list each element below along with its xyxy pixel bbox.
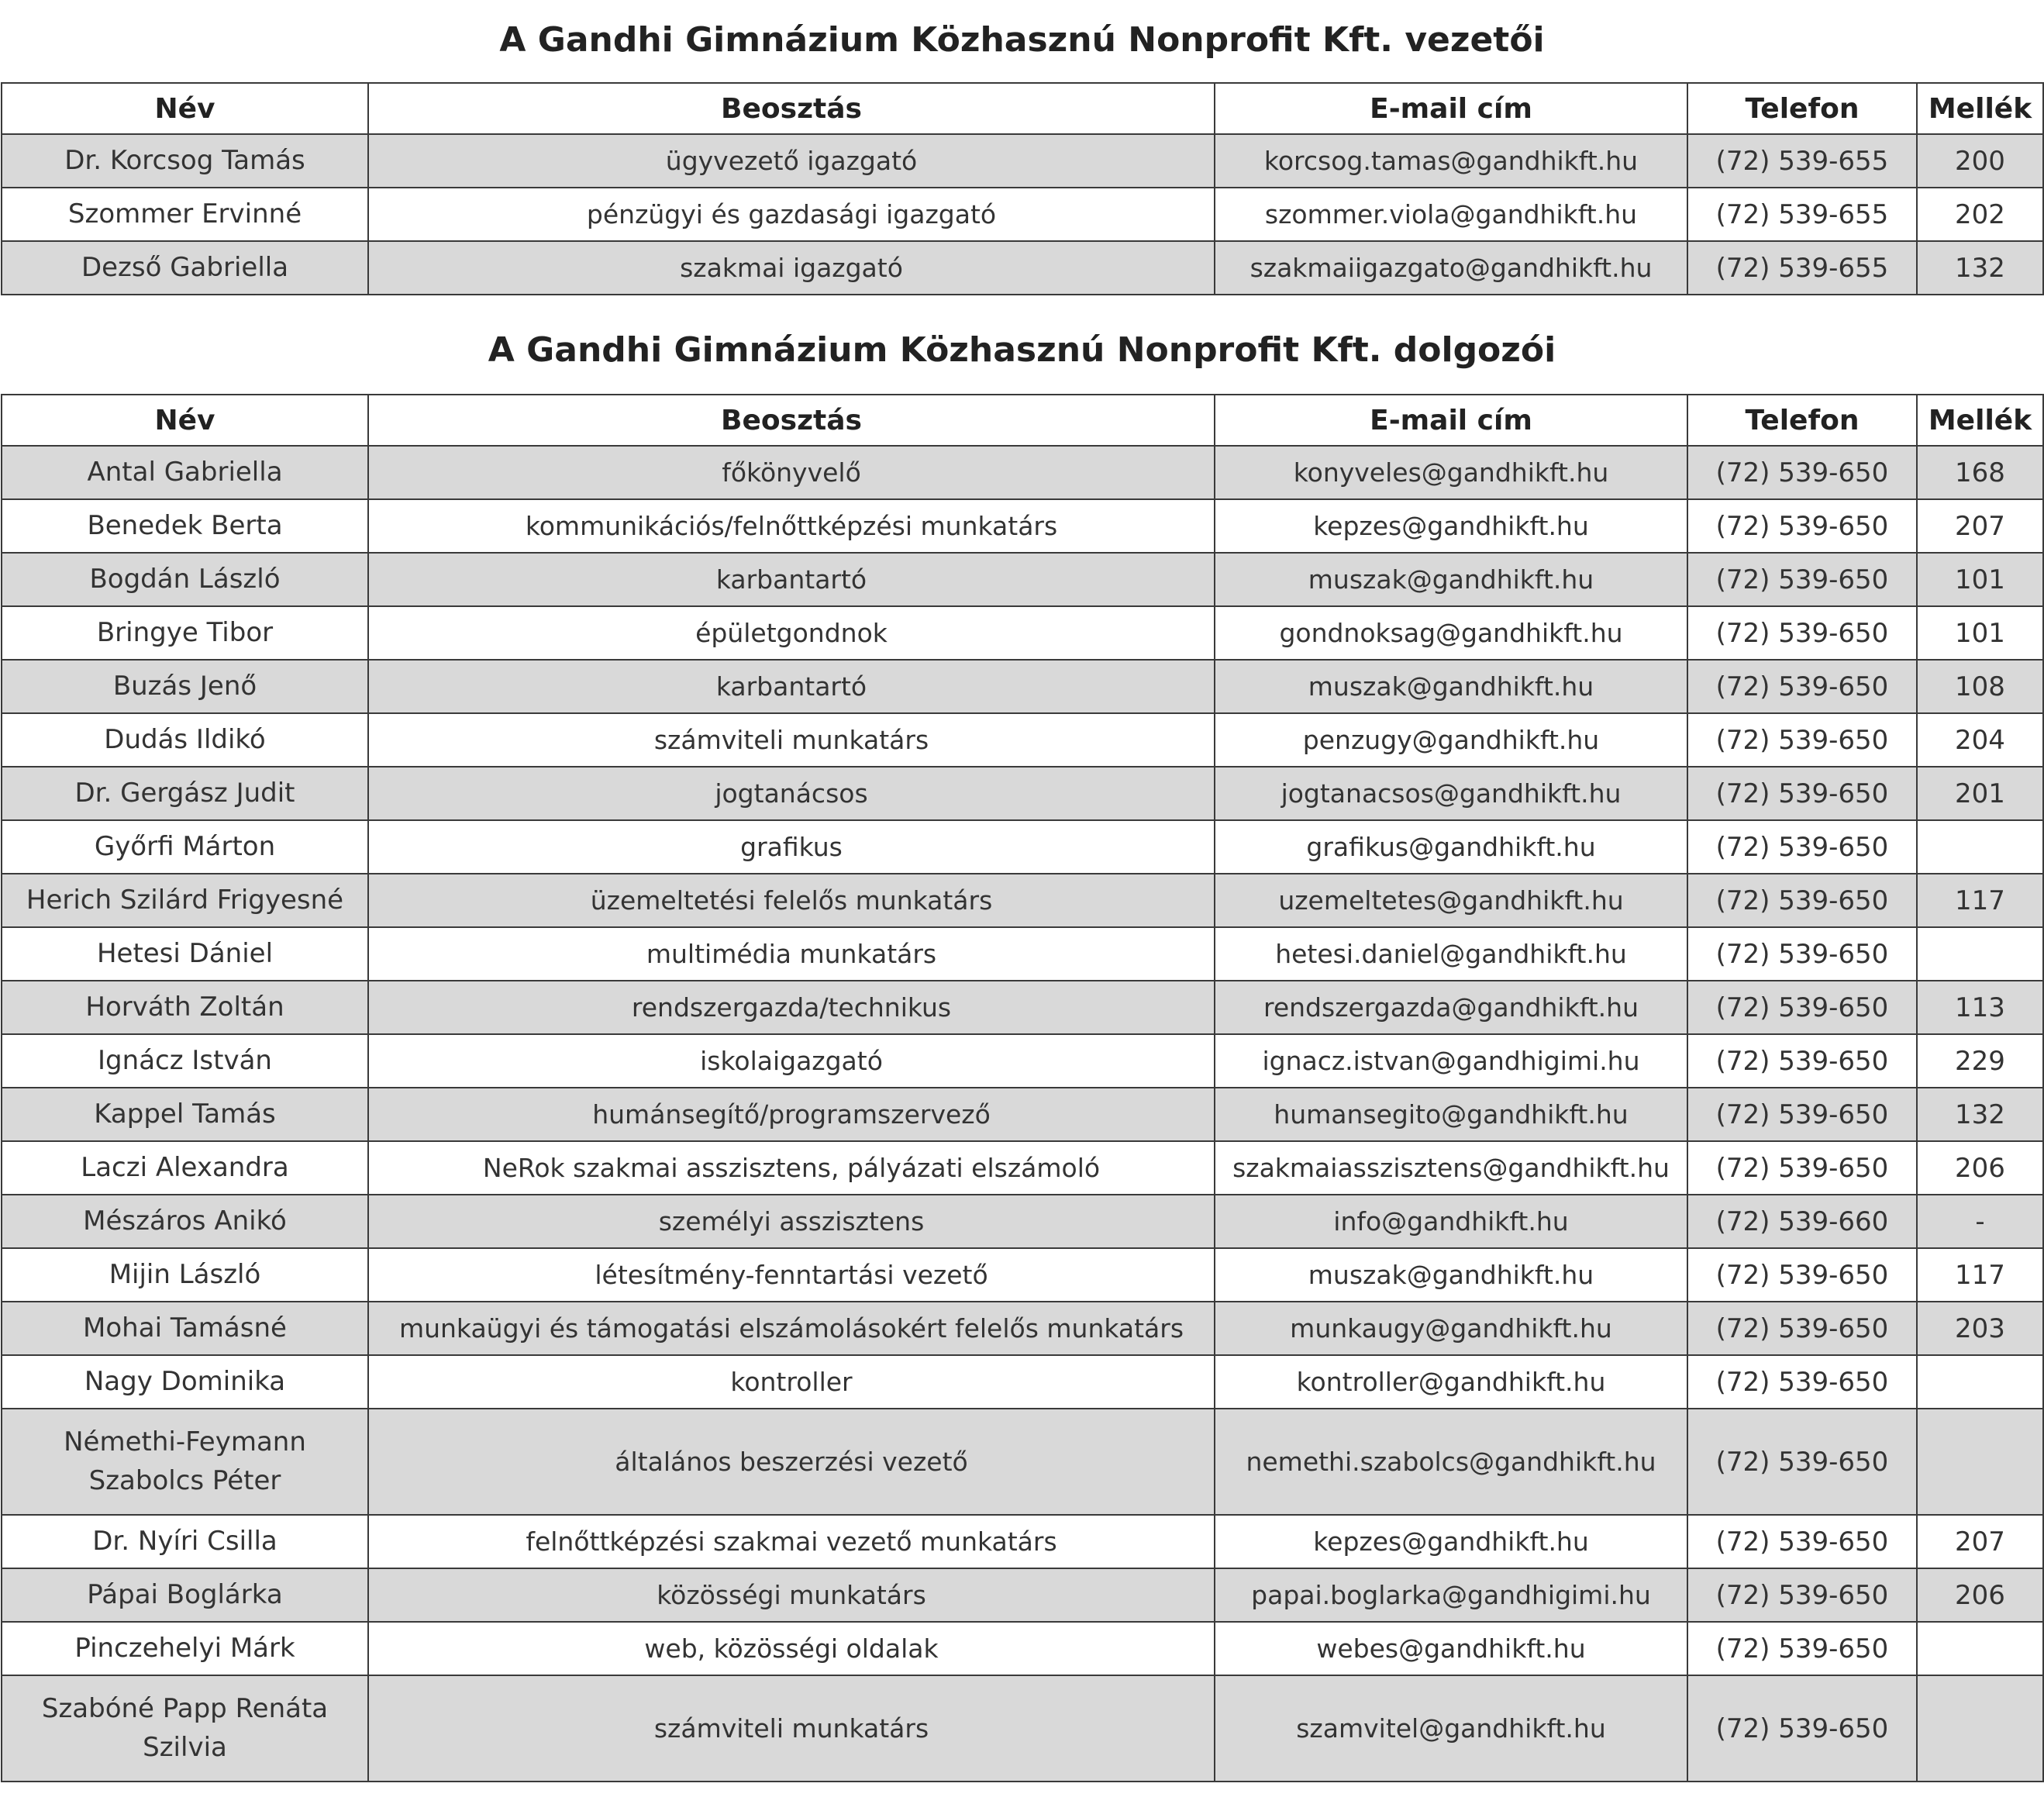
name-cell: Dudás Ildikó [2,713,368,767]
table-row [2,241,2043,295]
phone-cell: (72) 539-650 [1687,1248,1917,1302]
position-cell: létesítmény-fenntartási vezető [368,1248,1215,1302]
name-cell: Szabóné Papp Renáta Szilvia [2,1675,368,1782]
extension-cell: 101 [1917,606,2043,660]
leaders-title: A Gandhi Gimnázium Közhasznú Nonprofit Kft. vezetői [499,20,1545,60]
extension-cell: 201 [1917,767,2043,820]
position-cell: pénzügyi és gazdasági igazgató [368,188,1215,241]
extension-cell [1917,1675,2043,1782]
col-header-email: E-mail cím [1215,395,1687,446]
phone-cell: (72) 539-650 [1687,553,1917,606]
table-row [2,927,2043,981]
table-row [2,1675,2043,1782]
position-cell: általános beszerzési vezető [368,1409,1215,1515]
extension-cell [1917,820,2043,874]
col-header-telefon: Telefon [1687,83,1917,134]
table-row [2,1141,2043,1195]
extension-cell: 206 [1917,1568,2043,1622]
extension-cell: 132 [1917,1088,2043,1141]
name-cell: Laczi Alexandra [2,1141,368,1195]
position-cell: kontroller [368,1355,1215,1409]
position-cell: rendszergazda/technikus [368,981,1215,1034]
position-cell: humánsegítő/programszervező [368,1088,1215,1141]
phone-cell: (72) 539-650 [1687,767,1917,820]
extension-cell: 117 [1917,1248,2043,1302]
name-cell: Hetesi Dániel [2,927,368,981]
phone-cell: (72) 539-655 [1687,188,1917,241]
extension-cell: 168 [1917,446,2043,499]
name-cell: Benedek Berta [2,499,368,553]
table-row [2,1088,2043,1141]
employees-header-row [2,395,2043,446]
table-row [2,1622,2043,1675]
extension-cell: 207 [1917,1515,2043,1568]
name-cell: Dezső Gabriella [2,241,368,295]
email-link[interactable]: kepzes@gandhikft.hu [1215,1515,1687,1568]
table-row [2,606,2043,660]
phone-cell: (72) 539-650 [1687,713,1917,767]
email-link[interactable]: konyveles@gandhikft.hu [1215,446,1687,499]
position-cell: karbantartó [368,553,1215,606]
table-row [2,1568,2043,1622]
email-link[interactable]: muszak@gandhikft.hu [1215,660,1687,713]
email-link[interactable]: humansegito@gandhikft.hu [1215,1088,1687,1141]
table-row [2,499,2043,553]
phone-cell: (72) 539-650 [1687,874,1917,927]
phone-cell: (72) 539-655 [1687,134,1917,188]
leaders-table [1,82,2044,295]
phone-cell: (72) 539-655 [1687,241,1917,295]
email-link[interactable]: hetesi.daniel@gandhikft.hu [1215,927,1687,981]
email-link[interactable]: szakmaiasszisztens@gandhikft.hu [1215,1141,1687,1195]
name-cell: Buzás Jenő [2,660,368,713]
extension-cell [1917,1622,2043,1675]
phone-cell: (72) 539-650 [1687,1302,1917,1355]
extension-cell: 204 [1917,713,2043,767]
employees-title: A Gandhi Gimnázium Közhasznú Nonprofit Kft. dolgozói [488,330,1556,370]
table-row [2,1355,2043,1409]
table-row [2,1248,2043,1302]
position-cell: közösségi munkatárs [368,1568,1215,1622]
phone-cell: (72) 539-650 [1687,1568,1917,1622]
name-cell: Dr. Gergász Judit [2,767,368,820]
position-cell: számviteli munkatárs [368,1675,1215,1782]
position-cell: NeRok szakmai asszisztens, pályázati elszámoló [368,1141,1215,1195]
email-link[interactable]: muszak@gandhikft.hu [1215,1248,1687,1302]
col-header-mellek: Mellék [1917,395,2043,446]
name-cell: Antal Gabriella [2,446,368,499]
table-row [2,553,2043,606]
email-link[interactable]: gondnoksag@gandhikft.hu [1215,606,1687,660]
phone-cell: (72) 539-650 [1687,820,1917,874]
position-cell: számviteli munkatárs [368,713,1215,767]
extension-cell: 132 [1917,241,2043,295]
name-cell: Bogdán László [2,553,368,606]
position-cell: főkönyvelő [368,446,1215,499]
name-cell: Kappel Tamás [2,1088,368,1141]
email-link[interactable]: kepzes@gandhikft.hu [1215,499,1687,553]
phone-cell: (72) 539-650 [1687,1409,1917,1515]
employees-table [1,394,2044,1782]
position-cell: munkaügyi és támogatási elszámolásokért felelős munkatárs [368,1302,1215,1355]
table-row [2,134,2043,188]
email-link[interactable]: rendszergazda@gandhikft.hu [1215,981,1687,1034]
extension-cell [1917,927,2043,981]
table-row [2,820,2043,874]
position-cell: jogtanácsos [368,767,1215,820]
phone-cell: (72) 539-650 [1687,1088,1917,1141]
email-link[interactable]: korcsog.tamas@gandhikft.hu [1215,134,1687,188]
extension-cell: 206 [1917,1141,2043,1195]
col-header-nev: Név [2,395,368,446]
table-row [2,660,2043,713]
phone-cell: (72) 539-650 [1687,1622,1917,1675]
position-cell: kommunikációs/felnőttképzési munkatárs [368,499,1215,553]
email-link[interactable]: jogtanacsos@gandhikft.hu [1215,767,1687,820]
leaders-header-row [2,83,2043,134]
extension-cell: 229 [1917,1034,2043,1088]
extension-cell: 200 [1917,134,2043,188]
name-cell: Bringye Tibor [2,606,368,660]
col-header-beosztas: Beosztás [368,83,1215,134]
name-cell: Győrfi Márton [2,820,368,874]
extension-cell: 203 [1917,1302,2043,1355]
phone-cell: (72) 539-650 [1687,606,1917,660]
position-cell: multimédia munkatárs [368,927,1215,981]
table-row [2,713,2043,767]
name-cell: Szommer Ervinné [2,188,368,241]
email-link[interactable]: penzugy@gandhikft.hu [1215,713,1687,767]
table-row [2,1302,2043,1355]
position-cell: ügyvezető igazgató [368,134,1215,188]
email-link[interactable]: nemethi.szabolcs@gandhikft.hu [1215,1409,1687,1515]
email-link[interactable]: ignacz.istvan@gandhigimi.hu [1215,1034,1687,1088]
email-link[interactable]: muszak@gandhikft.hu [1215,553,1687,606]
email-link[interactable]: szakmaiigazgato@gandhikft.hu [1215,241,1687,295]
email-link[interactable]: grafikus@gandhikft.hu [1215,820,1687,874]
table-row [2,1409,2043,1515]
table-row [2,1195,2043,1248]
phone-cell: (72) 539-650 [1687,927,1917,981]
extension-cell: 101 [1917,553,2043,606]
name-cell: Némethi-Feymann Szabolcs Péter [2,1409,368,1515]
table-row [2,874,2043,927]
name-cell: Nagy Dominika [2,1355,368,1409]
email-link[interactable]: munkaugy@gandhikft.hu [1215,1302,1687,1355]
extension-cell: 113 [1917,981,2043,1034]
table-row [2,1034,2043,1088]
position-cell: személyi asszisztens [368,1195,1215,1248]
email-link[interactable]: webes@gandhikft.hu [1215,1622,1687,1675]
email-link[interactable]: kontroller@gandhikft.hu [1215,1355,1687,1409]
name-cell: Mohai Tamásné [2,1302,368,1355]
extension-cell [1917,1355,2043,1409]
table-row [2,767,2043,820]
position-cell: felnőttképzési szakmai vezető munkatárs [368,1515,1215,1568]
position-cell: web, közösségi oldalak [368,1622,1215,1675]
table-row [2,1515,2043,1568]
col-header-telefon: Telefon [1687,395,1917,446]
phone-cell: (72) 539-660 [1687,1195,1917,1248]
phone-cell: (72) 539-650 [1687,1034,1917,1088]
col-header-beosztas: Beosztás [368,395,1215,446]
name-cell: Horváth Zoltán [2,981,368,1034]
extension-cell: 108 [1917,660,2043,713]
email-link[interactable]: papai.boglarka@gandhigimi.hu [1215,1568,1687,1622]
extension-cell: 207 [1917,499,2043,553]
phone-cell: (72) 539-650 [1687,499,1917,553]
extension-cell: 117 [1917,874,2043,927]
position-cell: iskolaigazgató [368,1034,1215,1088]
name-cell: Pinczehelyi Márk [2,1622,368,1675]
email-link[interactable]: info@gandhikft.hu [1215,1195,1687,1248]
extension-cell [1917,1409,2043,1515]
email-link[interactable]: szommer.viola@gandhikft.hu [1215,188,1687,241]
phone-cell: (72) 539-650 [1687,1355,1917,1409]
col-header-email: E-mail cím [1215,83,1687,134]
table-row [2,188,2043,241]
phone-cell: (72) 539-650 [1687,1515,1917,1568]
phone-cell: (72) 539-650 [1687,1675,1917,1782]
phone-cell: (72) 539-650 [1687,1141,1917,1195]
email-link[interactable]: szamvitel@gandhikft.hu [1215,1675,1687,1782]
col-header-nev: Név [2,83,368,134]
name-cell: Dr. Nyíri Csilla [2,1515,368,1568]
email-link[interactable]: uzemeltetes@gandhikft.hu [1215,874,1687,927]
table-row [2,981,2043,1034]
phone-cell: (72) 539-650 [1687,446,1917,499]
position-cell: szakmai igazgató [368,241,1215,295]
position-cell: karbantartó [368,660,1215,713]
extension-cell: - [1917,1195,2043,1248]
name-cell: Mijin László [2,1248,368,1302]
position-cell: üzemeltetési felelős munkatárs [368,874,1215,927]
position-cell: grafikus [368,820,1215,874]
name-cell: Pápai Boglárka [2,1568,368,1622]
name-cell: Herich Szilárd Frigyesné [2,874,368,927]
table-row [2,446,2043,499]
phone-cell: (72) 539-650 [1687,981,1917,1034]
extension-cell: 202 [1917,188,2043,241]
name-cell: Mészáros Anikó [2,1195,368,1248]
col-header-mellek: Mellék [1917,83,2043,134]
name-cell: Dr. Korcsog Tamás [2,134,368,188]
name-cell: Ignácz István [2,1034,368,1088]
phone-cell: (72) 539-650 [1687,660,1917,713]
position-cell: épületgondnok [368,606,1215,660]
